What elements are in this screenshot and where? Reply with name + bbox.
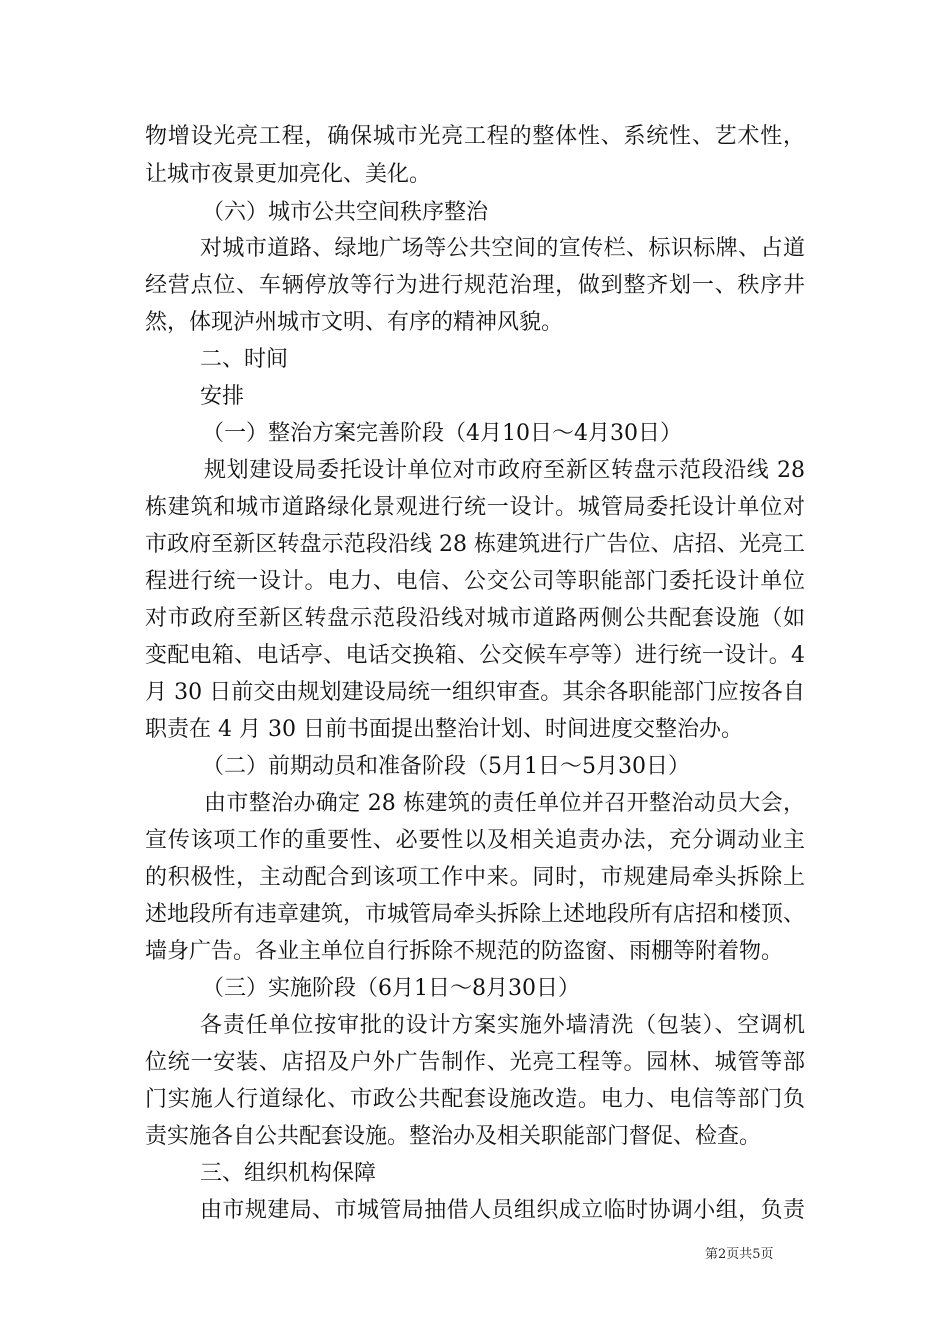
paragraph-line: 让城市夜景更加亮化、美化。: [145, 162, 432, 187]
paragraph-line: 物增设光亮工程，确保城市光亮工程的整体性、系统性、艺术性，: [145, 124, 805, 149]
paragraph-line: 对城市道路、绿地广场等公共空间的宣传栏、标识标牌、占道: [200, 236, 805, 261]
paragraph-line: 由市整治办确定 28 栋建筑的责任单位并召开整治动员大会，: [204, 791, 805, 816]
paragraph-line: 的积极性，主动配合到该项工作中来。同时，市规建局牵头拆除上: [145, 865, 805, 890]
paragraph-line: 由市规建局、市城管局抽借人员组织成立临时协调小组，负责: [200, 1198, 805, 1223]
paragraph-line: 程进行统一设计。电力、电信、公交公司等职能部门委托设计单位: [145, 569, 805, 594]
paragraph-line: 月 30 日前交由规划建设局统一组织审查。其余各职能部门应按各自: [145, 680, 805, 705]
paragraph-line: 栋建筑和城市道路绿化景观进行统一设计。城管局委托设计单位对: [145, 495, 805, 520]
paragraph-line: 变配电箱、电话亭、电话交换箱、公交候车亭等）进行统一设计。4: [145, 643, 805, 668]
paragraph-line: 市政府至新区转盘示范段沿线 28 栋建筑进行广告位、店招、光亮工: [145, 532, 805, 557]
paragraph-line: 各责任单位按审批的设计方案实施外墙清洗（包装）、空调机: [200, 1013, 805, 1038]
section-heading: 三、组织机构保障: [200, 1161, 377, 1186]
section-heading: 二、时间: [200, 347, 289, 372]
section-heading: （一）整治方案完善阶段（4月10日～4月30日）: [202, 421, 682, 446]
paragraph-line: 规划建设局委托设计单位对市政府至新区转盘示范段沿线 28: [204, 458, 805, 483]
paragraph-line: 职责在 4 月 30 日前书面提出整治计划、时间进度交整治办。: [145, 717, 743, 742]
section-heading: （三）实施阶段（6月1日～8月30日）: [202, 976, 580, 1001]
paragraph-line: 宣传该项工作的重要性、必要性以及相关追责办法，充分调动业主: [145, 828, 805, 853]
paragraph-line: 述地段所有违章建筑，市城管局牵头拆除上述地段所有店招和楼顶、: [145, 902, 806, 927]
paragraph-line: 位统一安装、店招及户外广告制作、光亮工程等。园林、城管等部: [145, 1050, 805, 1075]
paragraph-line: 然，体现泸州城市文明、有序的精神风貌。: [145, 310, 564, 335]
page-number: 第2页共5页: [705, 1247, 774, 1262]
section-heading: 安排: [200, 384, 245, 409]
paragraph-line: 对市政府至新区转盘示范段沿线对城市道路两侧公共配套设施（如: [145, 606, 805, 631]
paragraph-line: 门实施人行道绿化、市政公共配套设施改造。电力、电信等部门负: [145, 1087, 805, 1112]
paragraph-line: 责实施各自公共配套设施。整治办及相关职能部门督促、检查。: [145, 1124, 762, 1149]
paragraph-line: 经营点位、车辆停放等行为进行规范治理，做到整齐划一、秩序井: [145, 273, 805, 298]
section-heading: （六）城市公共空间秩序整治: [202, 200, 489, 225]
paragraph-line: 墙身广告。各业主单位自行拆除不规范的防盗窗、雨棚等附着物。: [145, 939, 784, 964]
section-heading: （二）前期动员和准备阶段（5月1日～5月30日）: [202, 754, 690, 779]
